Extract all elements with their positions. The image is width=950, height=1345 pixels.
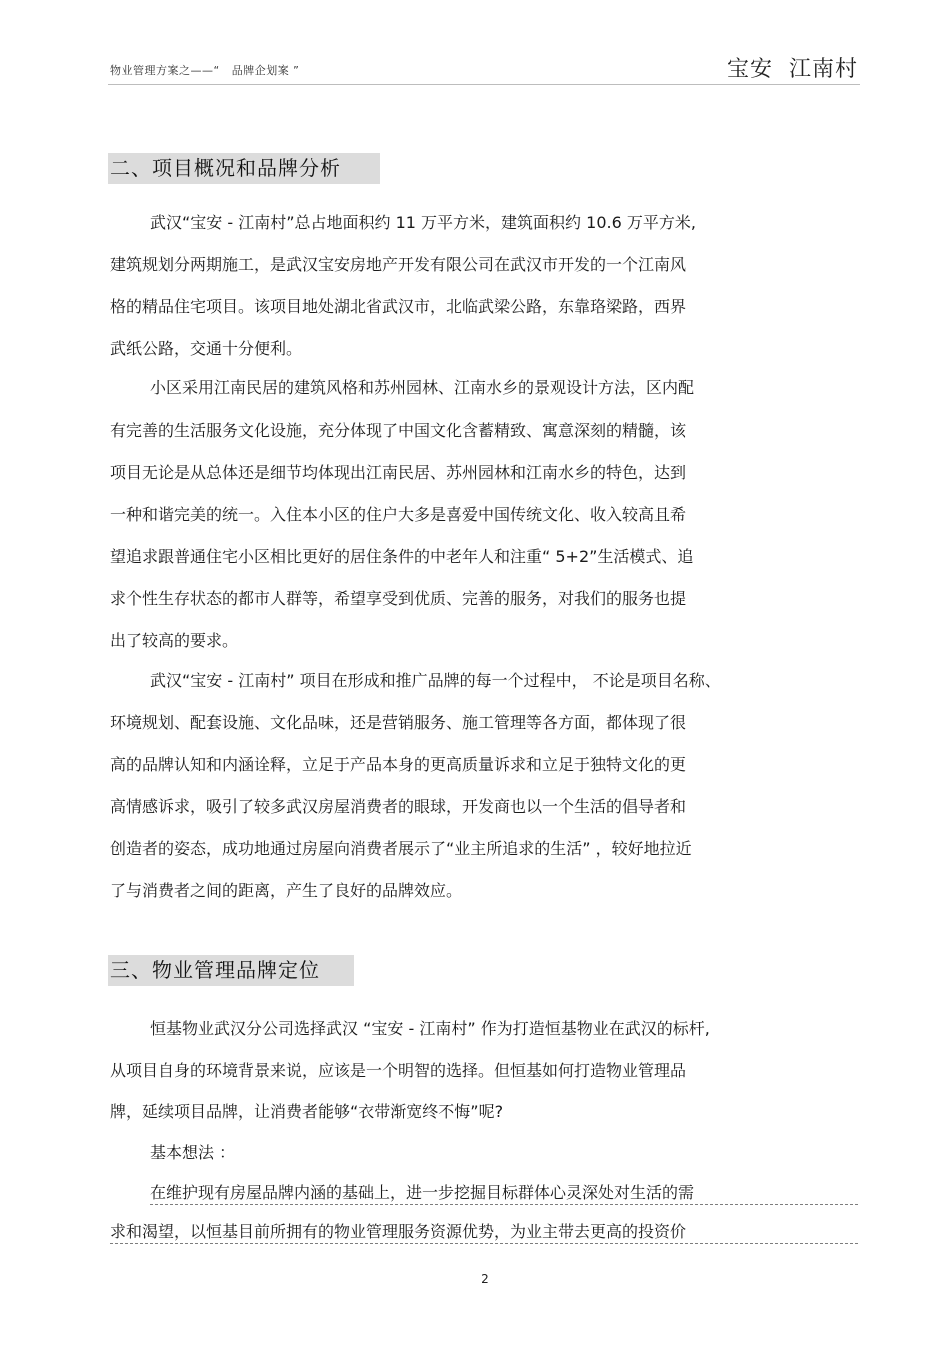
document-title: 物业管理方案之——“ 品牌企划案 ” (110, 64, 300, 77)
body-line: 武纸公路，交通十分便利。 (110, 339, 303, 358)
body-line: 一种和谐完美的统一。入住本小区的住户大多是喜爱中国传统文化、收入较高且希 (110, 505, 687, 524)
body-line: 高的品牌认知和内涵诠释，立足于产品本身的更高质量诉求和立足于独特文化的更 (110, 755, 687, 774)
body-line: 牌，延续项目品牌，让消费者能够“衣带渐宽终不悔”呢? (110, 1102, 504, 1121)
body-line: 建筑规划分两期施工，是武汉宝安房地产开发有限公司在武汉市开发的一个江南风 (110, 255, 687, 274)
body-line: 出了较高的要求。 (110, 631, 239, 650)
section-heading-overview: 二、项目概况和品牌分析 (108, 153, 380, 184)
body-line: 项目无论是从总体还是细节均体现出江南民居、苏州园林和江南水乡的特色，达到 (110, 463, 687, 482)
body-line: 有完善的生活服务文化设施，充分体现了中国文化含蓄精致、寓意深刻的精髓，该 (110, 421, 687, 440)
section-heading-positioning: 三、物业管理品牌定位 (108, 955, 354, 986)
underlined-body-line: 在维护现有房屋品牌内涵的基础上，进一步挖掘目标群体心灵深处对生活的需 (150, 1182, 858, 1205)
body-line: 武汉“宝安 - 江南村” 项目在形成和推广品牌的每一个过程中， 不论是项目名称、 (150, 671, 721, 690)
body-line: 基本想法 ： (150, 1143, 236, 1162)
body-line: 求个性生存状态的都市人群等，希望享受到优质、完善的服务，对我们的服务也提 (110, 589, 687, 608)
body-line: 环境规划、配套设施、文化品味，还是营销服务、施工管理等各方面，都体现了很 (110, 713, 687, 732)
body-line: 高情感诉求，吸引了较多武汉房屋消费者的眼球，开发商也以一个生活的倡导者和 (110, 797, 687, 816)
body-line: 恒基物业武汉分公司选择武汉 “宝安 - 江南村” 作为打造恒基物业在武汉的标杆, (150, 1019, 710, 1038)
underlined-body-line: 求和渴望，以恒基目前所拥有的物业管理服务资源优势，为业主带去更高的投资价 (110, 1221, 858, 1244)
header-divider (108, 84, 860, 85)
body-line: 创造者的姿态，成功地通过房屋向消费者展示了“业主所追求的生活” ，较好地拉近 (110, 839, 692, 858)
body-line: 从项目自身的环境背景来说，应该是一个明智的选择。但恒基如何打造物业管理品 (110, 1061, 687, 1080)
page-number: 2 (481, 1272, 489, 1286)
body-line: 小区采用江南民居的建筑风格和苏州园林、江南水乡的景观设计方法，区内配 (150, 378, 695, 397)
body-line: 武汉“宝安 - 江南村”总占地面积约 11 万平方米，建筑面积约 10.6 万平方米, (150, 213, 696, 232)
project-name: 宝安 江南村 (727, 57, 858, 82)
body-line: 望追求跟普通住宅小区相比更好的居住条件的中老年人和注重“ 5+2”生活模式、追 (110, 547, 694, 566)
body-line: 了与消费者之间的距离，产生了良好的品牌效应。 (110, 881, 463, 900)
body-line: 格的精品住宅项目。该项目地处湖北省武汉市，北临武梁公路，东靠珞梁路，西界 (110, 297, 687, 316)
